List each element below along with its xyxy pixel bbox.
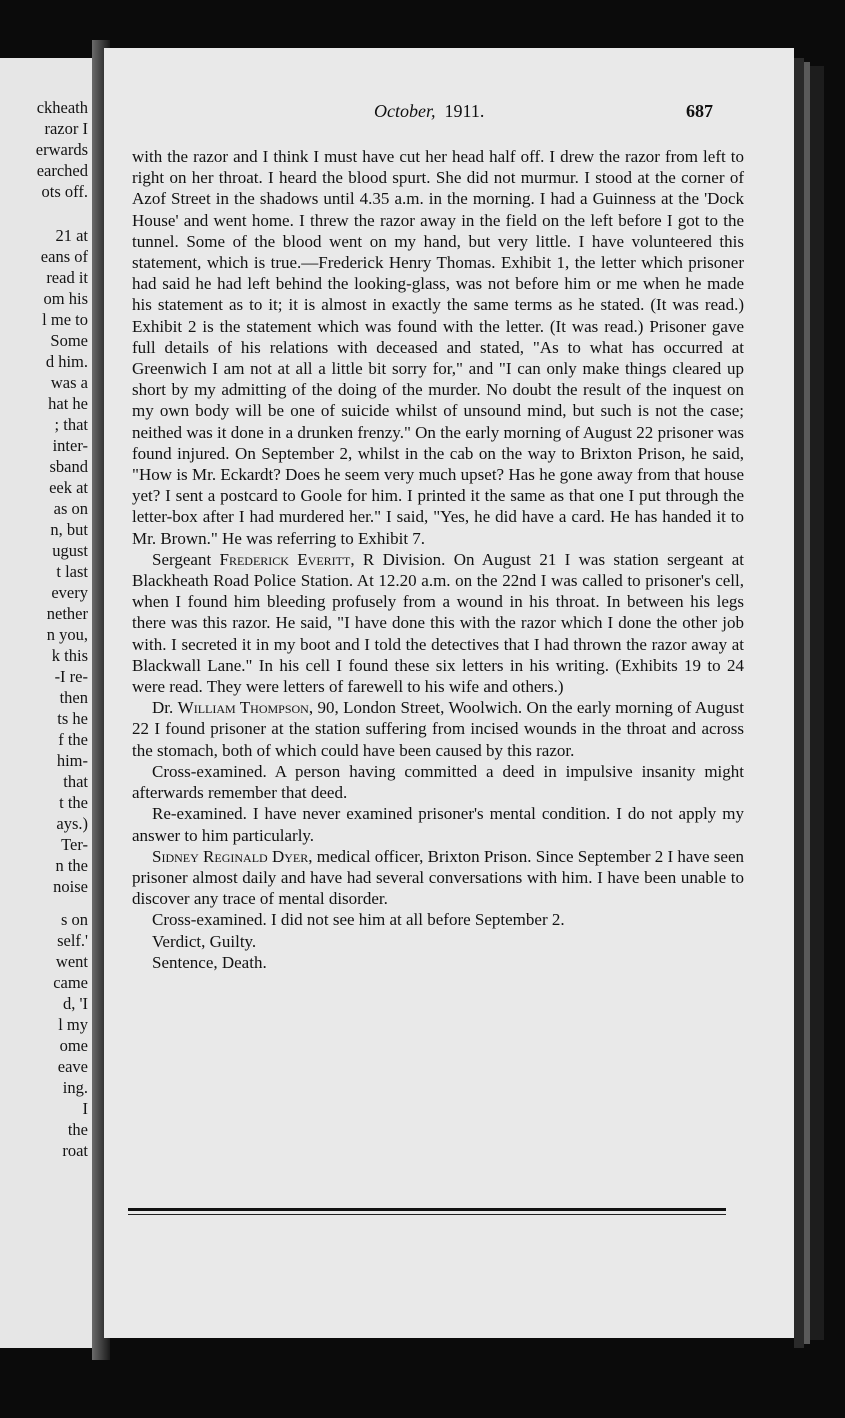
- left-page-fragment: came: [53, 973, 88, 992]
- paragraph-re-examined: Re-examined. I have never examined prisoner's mental condition. I do not apply my answer to him particularly.: [132, 804, 744, 845]
- running-header: [104, 101, 794, 125]
- paragraph-dyer-testimony: [132, 846, 744, 910]
- left-page-fragment: self.': [57, 931, 88, 950]
- left-page-fragment: ; that: [54, 415, 88, 434]
- left-page-fragment: d him.: [45, 352, 88, 371]
- paragraph-thomas-statement: with the razor and I think I must have cut her head half off. I drew the razor from left to right on her throat. I heard the blood spurt. She did not murmur. I stood at the corner of Azof Street in the shadows until 4.35 a.m. in the morning. I had a Guinness at the 'Dock House' and went home. I threw the razor away in the field on the left before I got to the tunnel. Some of the blood went on my hand, but very little. I have volunteered this statement, which is true.—Frederick Henry Thomas. Exhibit 1, the letter which prisoner had said he had left behind the looking-glass, was not before him or me when he made his statement as to it; it is almost in exactly the same terms as he stated. (It was read.) Exhibit 2 is the statement which was found with the letter. (It was read.) Prisoner gave full details of his relations with deceased and stated, "As to what has occurred at Greenwich I am not at all a little bit sorry for," and "I can only make things cleared up short by my admitting of the doing of the murder. No doubt the result of the inquest on my own body will be one of suicide whilst of unsound mind, but such is not the case; neithed was it done in a drunken frenzy." On the early morning of August 22 prisoner was found injured. On September 2, whilst in the cab on the way to Brixton Prison, he said, "How is Mr. Eckardt? Does he seem very much upset? Has he gone away from that house yet? I sent a postcard to Goole for him. I printed it the same as that one I put through the letter-box after I had murdered her." I said, "Yes, he did have a card. He has handed it to Mr. Brown." He was referring to Exhibit 7.: [132, 147, 744, 548]
- left-page-fragment: him-: [56, 751, 88, 770]
- running-title: [374, 101, 484, 122]
- left-page-fragment: ckheath: [36, 98, 88, 117]
- paragraph-verdict: Verdict, Guilty.: [152, 931, 257, 951]
- left-page-fragment: erwards: [35, 140, 88, 159]
- witness-title: Dr.: [152, 698, 178, 718]
- end-rule: [128, 1208, 726, 1211]
- left-page-fragment: Some: [50, 331, 88, 350]
- left-page-fragment: every: [51, 583, 88, 602]
- paragraph-thompson-testimony: [132, 697, 744, 761]
- left-page-fragment: sband: [49, 457, 88, 476]
- paragraph-sentence: Sentence, Death.: [152, 952, 267, 972]
- left-page-fragment: eans of: [40, 247, 88, 266]
- left-page-fragment: n you,: [46, 625, 88, 644]
- witness-name-thompson: William Thompson: [177, 698, 309, 718]
- paragraph-cross-examined-1: Cross-examined. A person having committed a deed in impulsive insanity might afterwards remember that deed.: [132, 761, 744, 803]
- left-page-fragment: n the: [55, 856, 88, 875]
- witness-name-dyer: Sidney Reginald Dyer: [152, 846, 309, 866]
- page-number: 687: [686, 101, 713, 121]
- left-page-fragment: ugust: [52, 541, 88, 560]
- left-page-fragment: nether: [46, 604, 88, 623]
- left-page-fragment: I: [82, 1099, 88, 1118]
- left-page-fragment: ays.): [56, 814, 88, 833]
- paragraph-everitt-testimony: [132, 549, 744, 697]
- left-page-fragment: n, but: [50, 520, 88, 539]
- left-page-fragment: razor I: [44, 119, 88, 138]
- left-page-fragment: Ter-: [61, 835, 88, 854]
- left-page-fragment: eave: [57, 1057, 88, 1076]
- page-edge: [794, 58, 804, 1348]
- left-page-fragment: roat: [62, 1141, 88, 1160]
- witness-title: Sergeant: [152, 549, 220, 569]
- left-page-fragment: s on: [60, 910, 88, 929]
- left-page-fragment: read it: [46, 268, 88, 287]
- left-page-fragment: -I re-: [54, 667, 88, 686]
- page-body: [132, 146, 744, 973]
- left-page-fragment: noise: [53, 877, 88, 896]
- left-page-fragment: t last: [56, 562, 88, 581]
- left-page-fragment: ome: [59, 1036, 88, 1055]
- header-year: 1911.: [444, 101, 485, 121]
- left-page-fragment: d, 'I: [63, 994, 88, 1013]
- header-month: October,: [374, 101, 436, 121]
- left-page-fragment: ing.: [62, 1078, 88, 1097]
- left-page-fragment: went: [55, 952, 88, 971]
- left-page-fragment: eek at: [49, 478, 88, 497]
- left-page-fragment: 21 at: [55, 226, 88, 245]
- left-page-fragment: t the: [59, 793, 88, 812]
- left-page-fragment: ts he: [57, 709, 88, 728]
- testimony-text: , R Division. On August 21 I was station sergeant at Blackheath Road Police Station. At 12.20 a.m. on the 22nd I was called to prisoner's cell, when I found him bleeding profusely from a wound in his throat. In between his legs there was this razor. He said, "I have done this with the razor which I done the other job with. I secreted it in my boot and I told the detectives that I had thrown the razor away at Blackwall Lane." In his cell I found these six letters in his writing. (Exhibits 19 to 24 were read. They were letters of farewell to his wife and others.): [132, 549, 744, 697]
- left-page-fragment: l my: [58, 1015, 88, 1034]
- left-page-fragment: that: [63, 772, 88, 791]
- left-page-fragment: as on: [53, 499, 88, 518]
- testimony-text: , medical officer, Brixton Prison. Since September 2 I have seen prisoner almost daily and have had several conversations with him. I have been unable to discover any trace of mental disorder.: [132, 846, 744, 909]
- left-page: [0, 58, 92, 1348]
- left-page-fragment: f the: [58, 730, 88, 749]
- left-page-fragment: ots off.: [41, 182, 88, 201]
- left-page-fragment: earched: [36, 161, 88, 180]
- right-page: [104, 48, 794, 1338]
- left-page-fragment: the: [67, 1120, 88, 1139]
- left-page-fragment: then: [59, 688, 88, 707]
- testimony-text: , 90, London Street, Woolwich. On the early morning of August 22 I found prisoner at the station suffering from incised wounds in the throat and across the stomach, both of which could have been caused by this razor.: [132, 698, 745, 760]
- end-rule-thin: [128, 1214, 726, 1215]
- left-page-fragment: k this: [51, 646, 88, 665]
- book-cover-edge: [810, 66, 824, 1340]
- left-page-fragment: om his: [43, 289, 88, 308]
- witness-name-everitt: Frederick Everitt: [219, 549, 351, 569]
- left-page-fragment: l me to: [42, 310, 88, 329]
- left-page-fragment: hat he: [48, 394, 88, 413]
- paragraph-cross-examined-2: Cross-examined. I did not see him at all before September 2.: [152, 910, 565, 930]
- left-page-fragment: was a: [50, 373, 88, 392]
- left-page-fragment: inter-: [52, 436, 88, 455]
